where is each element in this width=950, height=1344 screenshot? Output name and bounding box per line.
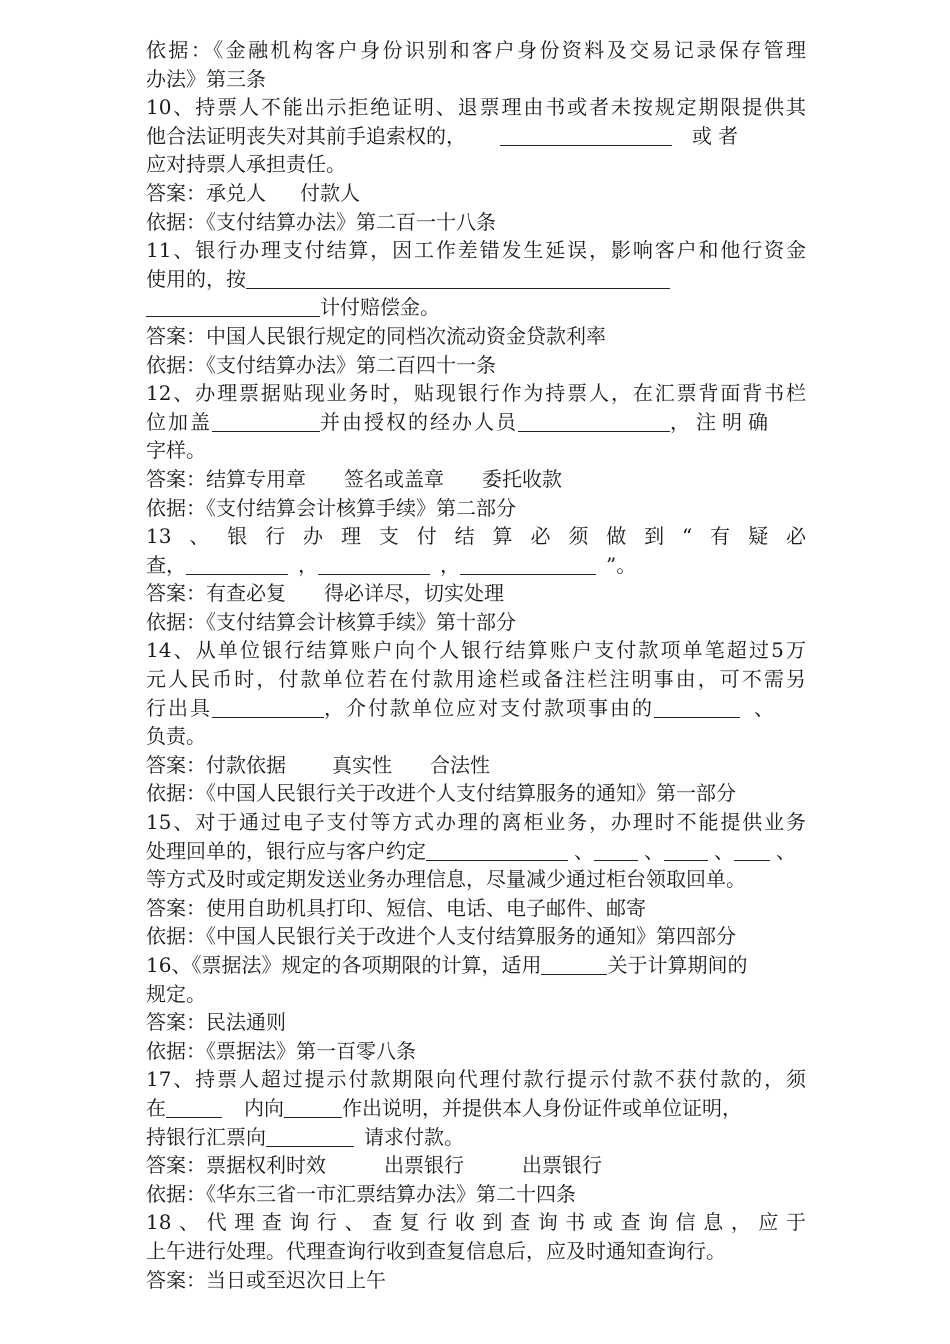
basis-10: 依据：《支付结算办法》第二百一十八条	[146, 209, 496, 234]
answer-blank	[246, 268, 670, 289]
answer-text: 答案：承兑人	[146, 180, 266, 205]
question-18: 18、代理查询行、查复行收到查询书或查询信息，应于	[146, 1210, 806, 1235]
question-12: 12、办理票据贴现业务时，贴现银行作为持票人，在汇票背面背书栏	[146, 381, 806, 406]
answer-blank	[664, 840, 708, 861]
question-16-cont: 规定。	[146, 981, 206, 1006]
text: 内向	[244, 1095, 284, 1120]
question-10-cont	[146, 122, 806, 151]
answer-15: 答案：使用自助机具打印、短信、电话、电子邮件、邮寄	[146, 895, 646, 920]
answer-blank	[284, 1097, 342, 1118]
question-17-cont	[146, 1123, 806, 1152]
text: 处理回单的，银行应与客户约定	[146, 838, 426, 863]
text: ，介付款单位应对支付款项事由的	[324, 695, 654, 720]
answer-blank	[500, 125, 672, 146]
text: 请求付款。	[364, 1124, 464, 1149]
text: 、	[714, 838, 734, 863]
answer-18: 答案：当日或至迟次日上午	[146, 1267, 386, 1292]
question-14-cont	[146, 694, 806, 723]
text: 16、《票据法》规定的各项期限的计算，适用	[146, 953, 542, 977]
basis-12: 依据：《支付结算会计核算手续》第二部分	[146, 495, 516, 520]
answer-text: 答案：结算专用章	[146, 466, 306, 491]
text: 、	[776, 838, 796, 863]
answer-text: 合法性	[430, 752, 490, 777]
question-16	[146, 951, 806, 980]
answer-text: 答案：付款依据	[146, 752, 286, 777]
basis-11: 依据：《支付结算办法》第二百四十一条	[146, 352, 496, 377]
text: 在	[146, 1095, 166, 1120]
answer-blank	[594, 840, 638, 861]
question-13: 13、银行办理支付结算必须做到“有疑必	[146, 524, 806, 549]
question-14-cont: 元人民币时，付款单位若在付款用途栏或备注栏注明事由，可不需另	[146, 667, 806, 692]
answer-blank	[166, 1097, 222, 1118]
answer-blank	[426, 840, 568, 861]
question-14-cont: 负责。	[146, 724, 206, 749]
answer-text: 出票银行	[384, 1153, 464, 1178]
text: 使用的，按	[146, 266, 246, 291]
question-15-cont	[146, 837, 806, 866]
basis-13: 依据：《支付结算会计核算手续》第十部分	[146, 609, 516, 634]
basis-line: 办法》第三条	[146, 66, 266, 91]
answer-text: 签名或盖章	[344, 466, 444, 491]
answer-blank	[212, 411, 320, 432]
question-11-cont	[146, 265, 806, 294]
answer-text: 得必详尽，切实处理	[324, 581, 504, 606]
question-14: 14、从单位银行结算账户向个人银行结算账户支付款项单笔超过5万	[146, 638, 806, 663]
answer-text: 付款人	[300, 180, 360, 205]
answer-text: 委托收款	[482, 466, 562, 491]
text: 关于计算期间的	[607, 953, 748, 977]
text: 或者	[692, 123, 744, 148]
question-12-cont: 字样。	[146, 438, 206, 463]
answer-blank	[734, 840, 770, 861]
question-13-cont	[146, 551, 806, 580]
answer-blank	[318, 554, 430, 575]
basis-14: 依据：《中国人民银行关于改进个人支付结算服务的通知》第一部分	[146, 781, 736, 806]
answer-14	[146, 751, 806, 780]
question-10: 10、持票人不能出示拒绝证明、退票理由书或者未按规定期限提供其	[146, 95, 806, 120]
question-11: 11、银行办理支付结算，因工作差错发生延误，影响客户和他行资金	[146, 238, 806, 263]
answer-blank	[146, 296, 320, 317]
text: 行出具	[146, 695, 212, 720]
answer-text: 出票银行	[522, 1153, 602, 1178]
question-12-cont	[146, 408, 806, 437]
question-15: 15、对于通过电子支付等方式办理的离柜业务，办理时不能提供业务	[146, 810, 806, 835]
answer-blank	[266, 1126, 354, 1147]
answer-blank	[518, 411, 670, 432]
question-18-cont: 上午进行处理。代理查询行收到查复信息后，应及时通知查询行。	[146, 1238, 726, 1263]
basis-15: 依据：《中国人民银行关于改进个人支付结算服务的通知》第四部分	[146, 924, 736, 949]
answer-text: 真实性	[332, 752, 392, 777]
basis-16: 依据：《票据法》第一百零八条	[146, 1038, 416, 1063]
answer-blank	[186, 554, 288, 575]
answer-12	[146, 465, 806, 494]
answer-blank	[654, 697, 740, 718]
text: 计付赔偿金。	[320, 295, 440, 320]
question-15-cont: 等方式及时或定期发送业务办理信息，尽量减少通过柜台领取回单。	[146, 867, 746, 892]
text: ”。	[606, 552, 637, 577]
text: ，注明确	[670, 409, 774, 434]
text: 、	[574, 838, 594, 863]
answer-17	[146, 1151, 806, 1180]
text: 查，	[146, 552, 186, 577]
answer-blank	[541, 954, 607, 975]
answer-blank	[212, 697, 324, 718]
text: ，	[298, 552, 318, 577]
text: 、	[644, 838, 664, 863]
basis-line: 依据：《金融机构客户身份识别和客户身份资料及交易记录保存管理	[146, 38, 806, 62]
question-17: 17、持票人超过提示付款期限向代理付款行提示付款不获付款的，须	[146, 1067, 806, 1092]
answer-11: 答案：中国人民银行规定的同档次流动资金贷款利率	[146, 323, 606, 348]
text: 、	[754, 695, 774, 720]
text: 他合法证明丧失对其前手追索权的，	[146, 123, 466, 148]
question-17-cont	[146, 1094, 806, 1123]
answer-16: 答案：民法通则	[146, 1010, 286, 1035]
text: 作出说明，并提供本人身份证件或单位证明，	[342, 1095, 742, 1120]
text: 位加盖	[146, 409, 212, 434]
document-page	[146, 36, 806, 1294]
answer-13	[146, 579, 806, 608]
question-10-cont: 应对持票人承担责任。	[146, 152, 346, 177]
text: 持银行汇票向	[146, 1124, 266, 1149]
answer-10	[146, 179, 806, 208]
text: 并由授权的经办人员	[320, 409, 518, 434]
answer-text: 答案：有查必复	[146, 581, 286, 606]
answer-blank	[460, 554, 596, 575]
text: ，	[440, 552, 460, 577]
answer-text: 答案：票据权利时效	[146, 1153, 326, 1178]
question-11-cont	[146, 293, 806, 322]
basis-17: 依据：《华东三省一市汇票结算办法》第二十四条	[146, 1181, 576, 1206]
